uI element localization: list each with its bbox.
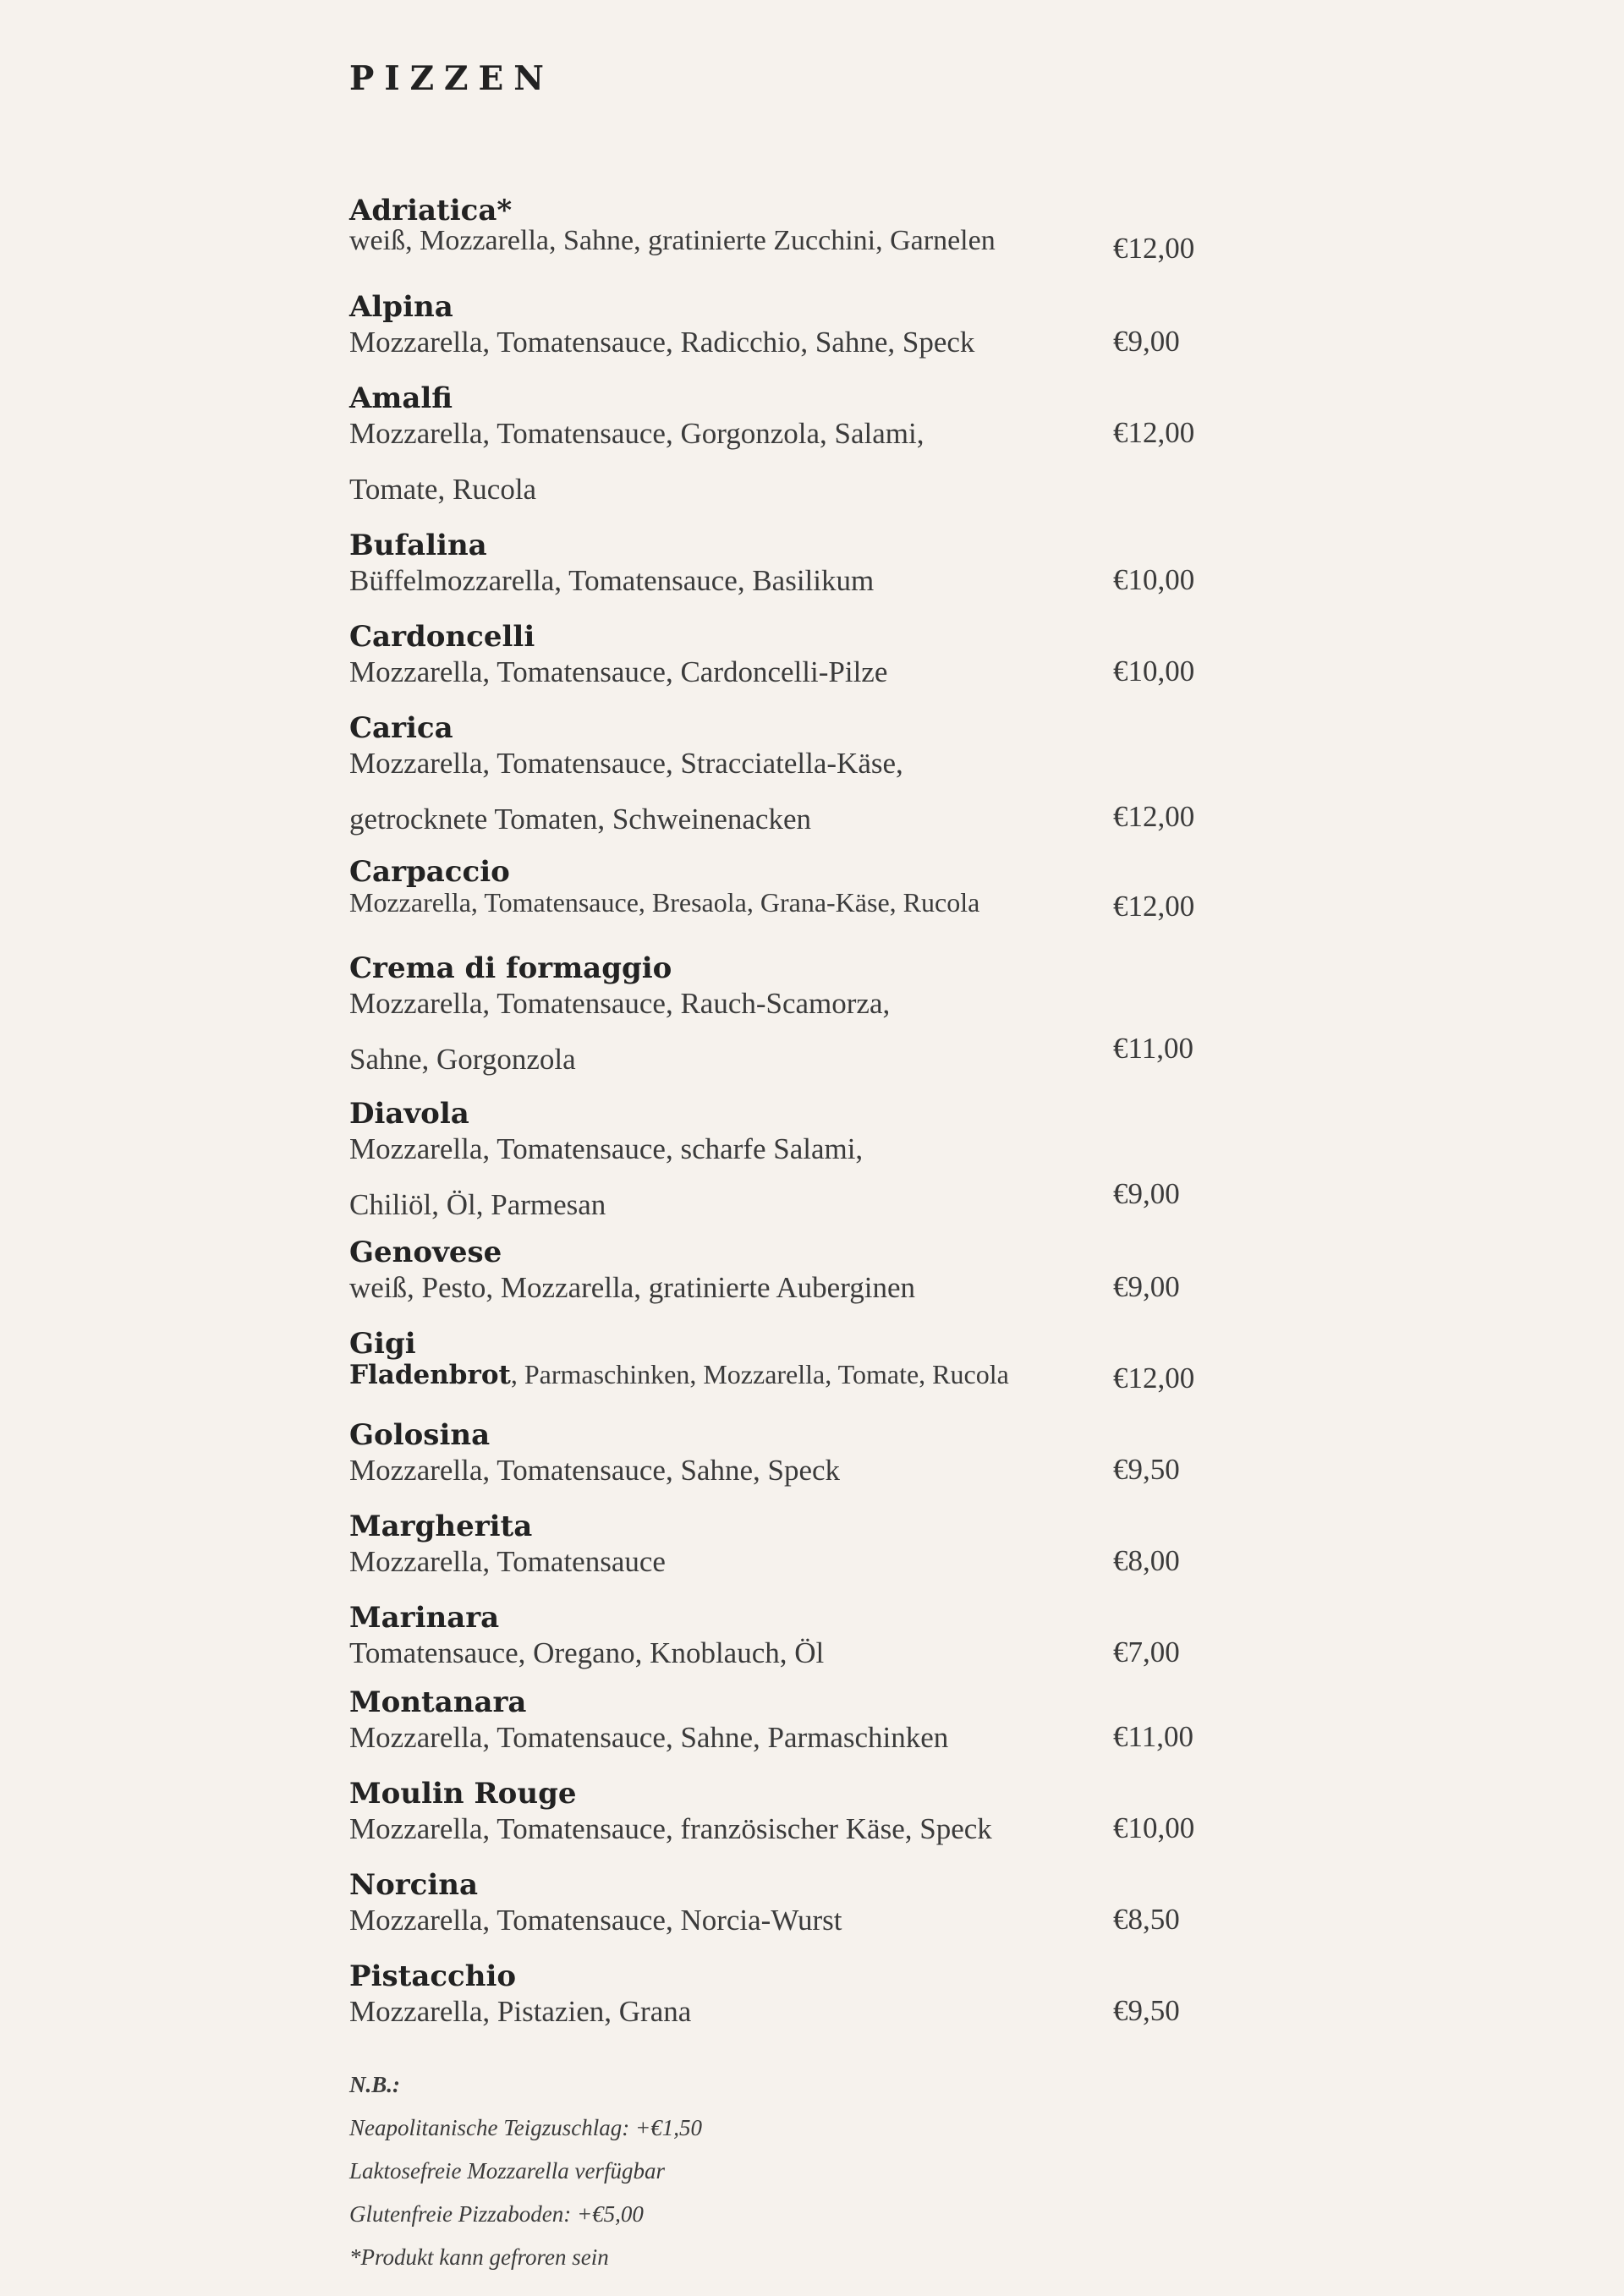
list-item (349, 1776, 1237, 1849)
item-description: Mozzarella, Pistazien, Grana (349, 1995, 692, 2028)
item-price: €12,00 (1113, 416, 1195, 449)
item-description: Mozzarella, Tomatensauce, Stracciatella-Käse, (349, 747, 903, 780)
item-description: weiß, Pesto, Mozzarella, gratinierte Auberginen (349, 1271, 915, 1304)
item-description: Mozzarella, Tomatensauce, Sahne, Speck (349, 1454, 841, 1487)
item-name: Genovese (349, 1236, 502, 1269)
item-description-line2: Tomate, Rucola (349, 473, 537, 506)
item-price: €12,00 (1113, 800, 1195, 833)
item-price: €11,00 (1113, 1032, 1193, 1065)
item-description-bold: Fladenbrot (349, 1360, 511, 1390)
list-item (349, 528, 1237, 600)
note-line: Neapolitanische Teigzuschlag: +€1,50 (349, 2115, 702, 2140)
page-title: PIZZEN (349, 59, 554, 98)
list-item (349, 854, 1237, 932)
item-name: Carpaccio (349, 855, 510, 889)
item-name: Diavola (349, 1097, 469, 1131)
item-price: €10,00 (1113, 1811, 1195, 1844)
item-name: Moulin Rouge (349, 1777, 577, 1811)
item-description: Mozzarella, Tomatensauce, scharfe Salami, (349, 1132, 864, 1165)
item-description: Büffelmozzarella, Tomatensauce, Basilikum (349, 564, 875, 597)
item-name: Amalfi (349, 381, 453, 415)
item-description: Mozzarella, Tomatensauce, Cardoncelli-Pilze (349, 655, 888, 688)
item-description: weiß, Mozzarella, Sahne, gratinierte Zucchini, Garnelen (349, 225, 996, 256)
item-price: €11,00 (1113, 1720, 1193, 1753)
item-price: €9,00 (1113, 325, 1180, 358)
list-item (349, 1600, 1237, 1669)
item-name: Montanara (349, 1685, 527, 1719)
item-description-line2: Sahne, Gorgonzola (349, 1043, 576, 1076)
item-name: Golosina (349, 1418, 491, 1452)
list-item (349, 1096, 1237, 1221)
list-item (349, 1959, 1237, 2031)
list-item (349, 1326, 1237, 1399)
item-price: €8,50 (1113, 1903, 1180, 1936)
item-description: Mozzarella, Tomatensauce, Rauch-Scamorza, (349, 987, 891, 1020)
item-description: Mozzarella, Tomatensauce, Gorgonzola, Salami, (349, 417, 924, 450)
list-item (349, 381, 1237, 509)
note-line: Laktosefreie Mozzarella verfügbar (349, 2158, 665, 2184)
note-line: Glutenfreie Pizzaboden: +€5,00 (349, 2201, 644, 2227)
list-item (349, 710, 1237, 836)
item-description: Mozzarella, Tomatensauce, Norcia-Wurst (349, 1904, 842, 1937)
item-name: Margherita (349, 1510, 533, 1543)
list-item (349, 951, 1237, 1077)
item-name: Norcina (349, 1868, 479, 1902)
item-price: €9,50 (1113, 1453, 1180, 1486)
item-name: Gigi (349, 1327, 416, 1361)
list-item (349, 1417, 1237, 1490)
notes-section (349, 2063, 702, 2279)
item-description: Mozzarella, Tomatensauce, Sahne, Parmaschinken (349, 1721, 949, 1754)
item-price: €9,00 (1113, 1270, 1180, 1303)
item-price: €12,00 (1113, 232, 1195, 265)
item-description: Mozzarella, Tomatensauce, Radicchio, Sahne, Speck (349, 326, 975, 359)
item-description-line2: getrocknete Tomaten, Schweinenacken (349, 803, 811, 836)
item-price: €8,00 (1113, 1544, 1180, 1577)
item-price: €12,00 (1113, 890, 1195, 923)
item-description (349, 1351, 1094, 1398)
item-name: Cardoncelli (349, 620, 535, 654)
list-item (349, 1509, 1237, 1581)
item-description: Tomatensauce, Oregano, Knoblauch, Öl (349, 1636, 825, 1669)
item-name: Pistacchio (349, 1959, 517, 1993)
notes-heading: N.B.: (349, 2072, 400, 2097)
item-description: Mozzarella, Tomatensauce, Bresaola, Grana-Käse, Rucola (349, 887, 980, 918)
item-name: Carica (349, 711, 453, 745)
pizza-list (349, 193, 1237, 2050)
item-name: Bufalina (349, 529, 487, 562)
item-price: €9,50 (1113, 1994, 1180, 2027)
list-item (349, 1235, 1237, 1307)
note-line: *Produkt kann gefroren sein (349, 2244, 609, 2270)
item-price: €10,00 (1113, 563, 1195, 596)
list-item (349, 193, 1237, 271)
item-price: €12,00 (1113, 1362, 1195, 1395)
item-price: €7,00 (1113, 1636, 1180, 1669)
list-item (349, 1685, 1237, 1757)
item-price: €9,00 (1113, 1177, 1180, 1210)
item-name: Marinara (349, 1601, 500, 1635)
list-item (349, 1867, 1237, 1940)
item-name: Alpina (349, 290, 453, 324)
item-description: Mozzarella, Tomatensauce (349, 1545, 666, 1578)
item-name: Adriatica* (349, 194, 513, 227)
item-description-rest: , Parmaschinken, Mozzarella, Tomate, Rucola (510, 1359, 1009, 1389)
item-description-line2: Chiliöl, Öl, Parmesan (349, 1188, 606, 1221)
list-item (349, 289, 1237, 362)
item-name: Crema di formaggio (349, 951, 672, 985)
item-price: €10,00 (1113, 655, 1195, 688)
list-item (349, 619, 1237, 692)
item-description: Mozzarella, Tomatensauce, französischer Käse, Speck (349, 1812, 992, 1845)
